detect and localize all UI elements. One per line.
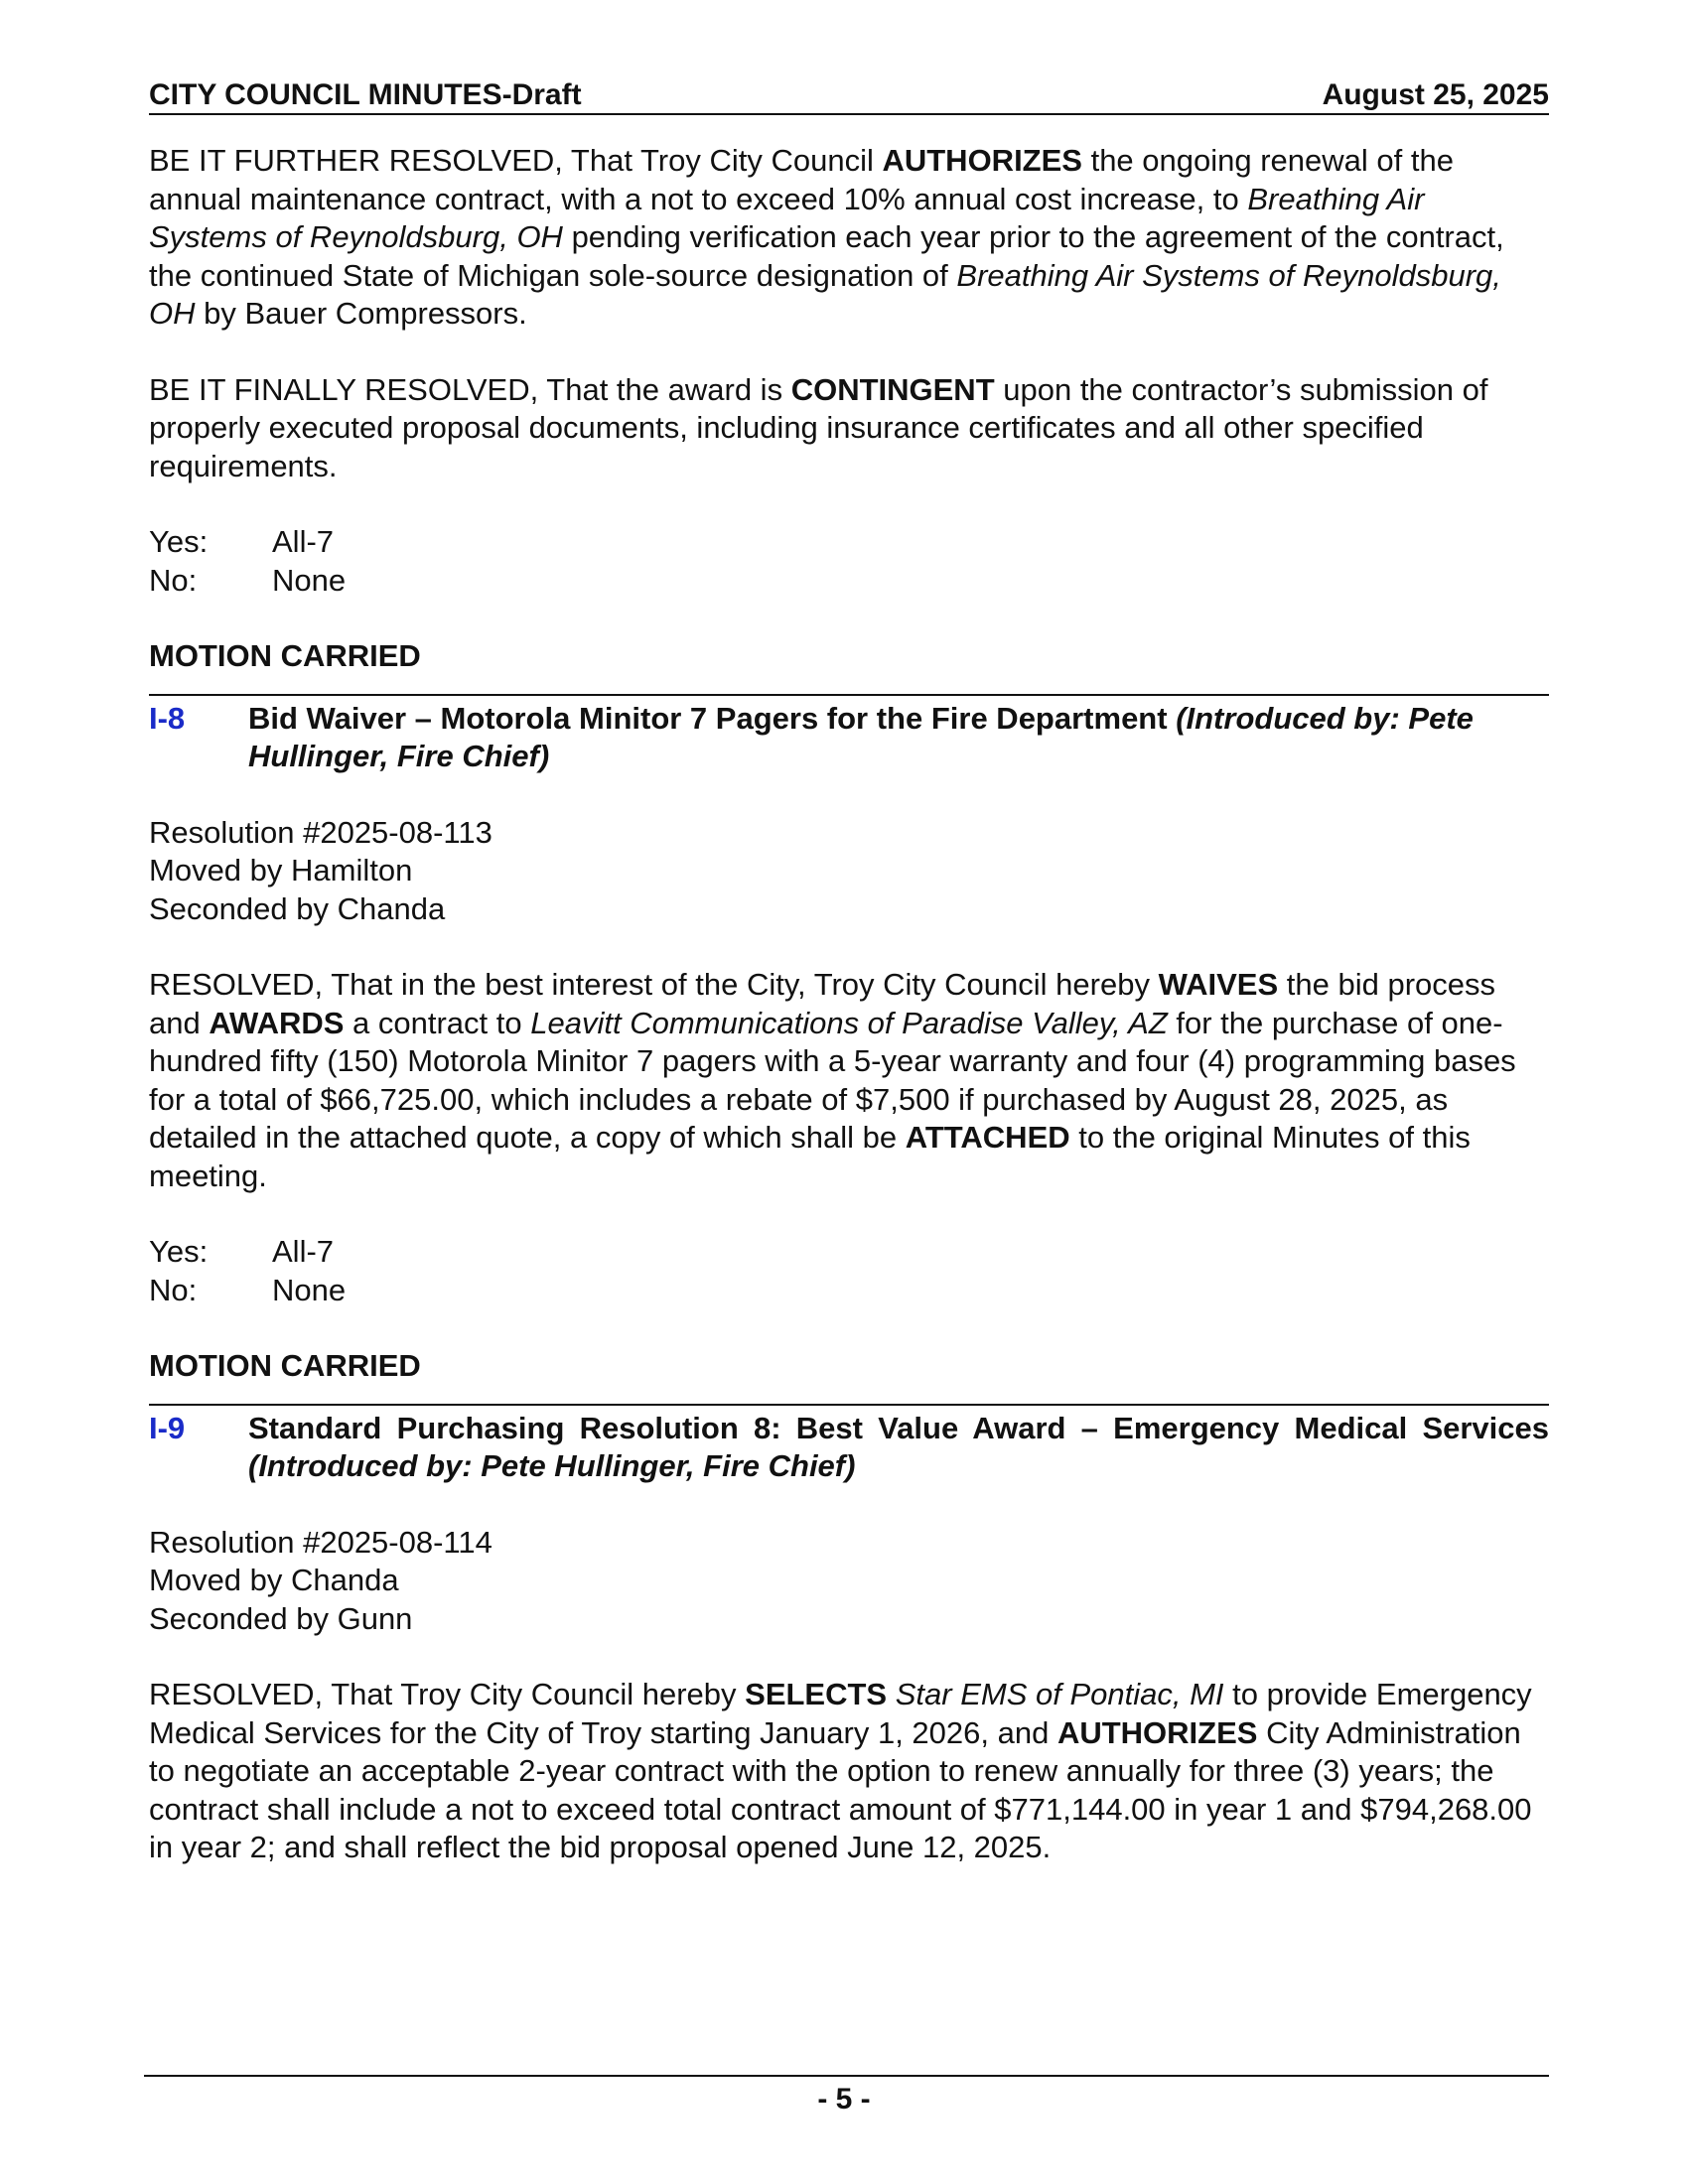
finally-resolved-paragraph: BE IT FINALLY RESOLVED, That the award is CONTINGENT upon the contractor’s submission of properly executed proposal documents, including insurance certificates and all other specified requirements. [149,371,1488,483]
resolution-body: RESOLVED, That Troy City Council hereby SELECTS Star EMS of Pontiac, MI to provide Emergency Medical Services for the City of Troy starting January 1, 2026, and AUTHORIZES City Administration to negotiate an acceptable 2-year contract with the option to renew annually for three (3) years; the contract shall include a not to exceed total contract amount of $771,144.00 in year 1 and $794,268.00 in year 2; and shall reflect the bid proposal opened June 12, 2025. [149,1677,1532,1864]
document-title: CITY COUNCIL MINUTES-Draft [149,78,582,111]
vote-tally: Yes: All-7 No: None [149,1234,347,1307]
resolution-body: RESOLVED, That in the best interest of the City, Troy City Council hereby WAIVES the bid process and AWARDS a contract to Leavitt Communications of Paradise Valley, AZ for the purchase of one-hundred fifty (150) Motorola Minitor 7 pagers with a 5-year warranty and four (4) programming bases for a total of $66,725.00, which includes a rebate of $7,500 if purchased by August 28, 2025, as detailed in the attached quote, a copy of which shall be ATTACHED to the original Minutes of this meeting. [149,967,1516,1193]
resolution-meta: Resolution #2025-08-113 Moved by Hamilton Seconded by Chanda [149,814,492,926]
item-title: Bid Waiver – Motorola Minitor 7 Pagers for the Fire Department (Introduced by: Pete Hullinger, Fire Chief) [248,700,1474,773]
agenda-item-i8 [149,694,1549,776]
agenda-item-i9 [149,1404,1549,1486]
vote-tally: Yes: All-7 No: None [149,524,347,598]
resolution-meta: Resolution #2025-08-114 Moved by Chanda Seconded by Gunn [149,1524,492,1636]
page-header [149,77,1549,115]
motion-carried: MOTION CARRIED [149,1348,421,1383]
further-resolved-paragraph: BE IT FURTHER RESOLVED, That Troy City Council AUTHORIZES the ongoing renewal of the annual maintenance contract, with a not to exceed 10% annual cost increase, to Breathing Air Systems of Reynoldsburg, OH pending verification each year prior to the agreement of the contract, the continued State of Michigan sole-source designation of Breathing Air Systems of Reynoldsburg, OH by Bauer Compressors. [149,143,1504,331]
motion-carried: MOTION CARRIED [149,638,421,673]
footer-divider [144,2075,1549,2077]
meeting-date: August 25, 2025 [1322,78,1549,111]
page-number: - 5 - [817,2083,871,2116]
item-title: Standard Purchasing Resolution 8: Best Value Award – Emergency Medical Services (Introduced by: Pete Hullinger, Fire Chief) [248,1410,1549,1483]
item-number: I-8 [149,700,186,736]
document-page [149,77,1549,1867]
item-number: I-9 [149,1410,186,1445]
